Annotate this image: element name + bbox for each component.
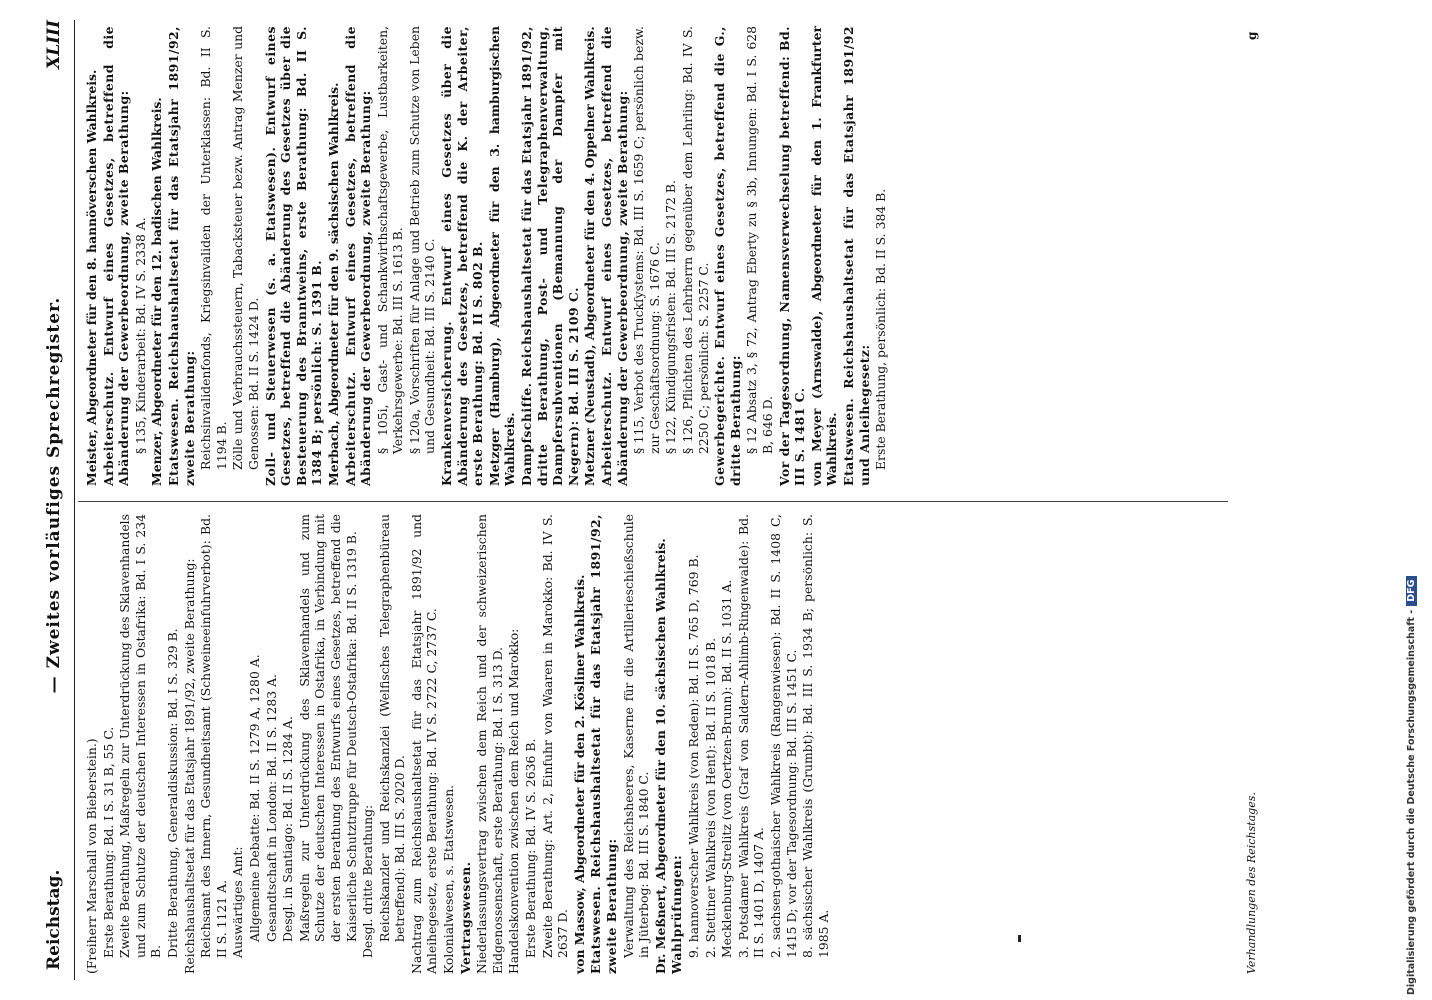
footer-note: Verhandlungen des Reichstages. (1245, 792, 1258, 974)
register-entry: Handelskonvention zwischen dem Reich und Marokko: (506, 628, 522, 974)
register-entry: Dr. Meßnert, Abgeordneter für den 10. sächsischen Wahlkreis. (652, 538, 668, 974)
register-entry: Maßregeln zur Unterdrückung des Sklavenhandels und zum Schutze der deutschen Interessen in Ostafrika, in Verbindung mit der ersten Berathung des Entwurfs eines Gesetzes, betreffend die Kaiserliche Schutztruppe für Deutsch-Ostafrika: Bd. II S. 1319 B. (296, 514, 359, 942)
register-entry: Dritte Berathung, Generaldiskussion: Bd. I S. 329 B. (164, 628, 180, 958)
register-entry: Metzger (Hamburg), Abgeordneter für den 3. hamburgischen Wahlkreis. (486, 26, 518, 486)
register-entry: Arbeiterschutz. Entwurf eines Gesetzes, betreffend die Abänderung der Gewerbeordnung, zweite Berathung: (100, 26, 132, 486)
register-entry: Auswärtiges Amt: (230, 846, 246, 958)
left-column (84, 514, 832, 974)
register-entry: Reichskanzler und Reichskanzlei (Welfisches Telegraphenbüreau betreffend): Bd. III S. 2020 D. (376, 514, 408, 942)
register-entry: § 135, Kinderarbeit: Bd. IV S. 2338 A. (132, 217, 148, 454)
header-rule (74, 20, 75, 980)
register-entry: 3. Potsdamer Wahlkreis (Graf von Saldern-Ahlimb-Ringenwalde): Bd. II S. 1401 D, 1407 A. (735, 514, 767, 958)
register-entry: Metzner (Neustadt), Abgeordneter für den 4. Oppelner Wahlkreis. (582, 26, 598, 486)
catchword: g (1245, 31, 1259, 40)
register-entry: Desgl. dritte Berathung: (360, 804, 376, 958)
right-column (84, 26, 890, 486)
register-entry: Allgemeine Debatte: Bd. II S. 1279 A, 1280 A. (246, 654, 262, 942)
register-entry: Erste Berathung: Bd. I S. 31 B, 55 C. (100, 726, 116, 958)
register-entry: Niederlassungsvertrag zwischen dem Reich und der schweizerischen Eidgenossenschaft, erste Berathung: Bd. I S. 313 D. (474, 514, 505, 974)
register-entry: Zweite Berathung: Art. 2, Einfuhr von Waaren in Marokko: Bd. IV S. 2637 D. (539, 514, 571, 958)
register-entry: 2. Stettiner Wahlkreis (von Hent): Bd. II S. 1018 B. (702, 637, 718, 958)
register-entry: § 115, Verbot des Truckſystems: Bd. III S. 1659 C; persönlich bezw. zur Geschäftsordnung: S. 1676 C. (631, 26, 662, 454)
register-entry: Vertragswesen. (457, 861, 473, 974)
register-entry: von Massow, Abgeordneter für den 2. Kösliner Wahlkreis. (571, 574, 587, 974)
register-entry: Verwaltung des Reichsheeres, Kaserne für die Artillerieschießschule in Jüterbog: Bd. III S. 1840 C. (620, 514, 652, 958)
page-header (44, 20, 72, 970)
register-entry: von Meyer (Arnswalde), Abgeordneter für den 1. Frankfurter Wahlkreis. (808, 26, 840, 486)
credit-text: Digitalisierung gefördert durch die Deutsche Forschungsgemeinschaft - (1406, 609, 1417, 995)
register-entry: § 120a, Vorschriften für Anlage und Betrieb zum Schutze von Leben und Gesundheit: Bd. III S. 2140 C. (406, 25, 438, 454)
dfg-logo-badge: DFG (1406, 576, 1417, 606)
register-entry: Dampfschiffe. Reichshaushaltsetat für das Etatsjahr 1891/92, dritte Berathung, Post- und Telegraphenverwaltung, Dampfersubventionen (Bemannung der Dampfer mit Negern): Bd. III S. 2109 C. (519, 26, 581, 486)
register-entry: Desgl. in Santiago: Bd. II S. 1284 A. (280, 716, 296, 942)
register-entry: Vor der Tagesordnung, Namensverwechselung betreffend: Bd. III S. 1481 C. (776, 26, 808, 486)
scan-mark (1018, 935, 1021, 942)
register-entry: Reichshaushaltsetat für das Etatsjahr 1891/92, zweite Berathung: (181, 558, 197, 974)
register-entry: Wahlprüfungen: (669, 854, 685, 974)
register-entry: Gesandtschaft in London: Bd. II S. 1283 A. (263, 674, 279, 942)
register-entry: Kolonialwesen, s. Etatswesen. (441, 784, 457, 974)
register-entry: Zölle und Verbrauchssteuern, Tabacksteuer bezw. Antrag Menzer und Genossen: Bd. II S. 1424 D. (230, 26, 261, 470)
register-entry: § 105i, Gast- und Schankwirthschaftsgewerbe, Lustbarkeiten, Verkehrsgewerbe: Bd. III S. 1613 B. (374, 26, 406, 454)
register-entry: Arbeiterschutz. Entwurf eines Gesetzes, betreffend die Abänderung der Gewerbeordnung, zweite Berathung: (342, 26, 374, 486)
register-entry: Etatswesen. Reichshaushaltsetat für das Etatsjahr 1891/92, zweite Berathung: (165, 26, 197, 486)
column-divider (78, 501, 1228, 502)
register-entry: Krankenversicherung. Entwurf eines Gesetzes über die Abänderung des Gesetzes, betreffend die K. der Arbeiter, erste Berathung: Bd. II S. 802 B. (439, 26, 486, 486)
register-entry: 9. hannoverscher Wahlkreis (von Reden): Bd. II S. 765 D, 769 B. (685, 554, 701, 958)
register-entry: Merbach, Abgeordneter für den 9. sächsischen Wahlkreis. (325, 82, 341, 486)
header-left-title: Reichstag. (44, 869, 64, 970)
register-entry: Menzer, Abgeordneter für den 12. badischen Wahlkreis. (149, 97, 165, 486)
register-entry: Etatswesen. Reichshaushaltsetat für das Etatsjahr 1891/92 und Anleihegesetz: (840, 26, 872, 486)
page-number: XLIII (44, 20, 64, 69)
register-entry: § 122, Kündigungsfristen: Bd. III S. 2172 B. (663, 180, 679, 454)
register-entry: Etatswesen. Reichshaushaltsetat für das Etatsjahr 1891/92, zweite Berathung: (588, 514, 619, 974)
register-entry: Gewerbegerichte. Entwurf eines Gesetzes, betreffend die G., dritte Berathung: (712, 26, 743, 486)
header-center-title: — Zweites vorläufiges Sprechregister. (44, 296, 64, 694)
register-entry: Arbeiterschutz. Entwurf eines Gesetzes, betreffend die Abänderung der Gewerbeordnung, zweite Berathung: (599, 26, 630, 486)
register-entry: Erste Berathung, persönlich: Bd. II S. 384 B. (873, 188, 889, 470)
register-entry: Meister, Abgeordneter für den 8. hannöverschen Wahlkreis. (84, 69, 99, 486)
register-entry: Nachtrag zum Reichshaushaltsetat für das Etatsjahr 1891/92 und Anleihegesetz, erste Berathung: Bd. IV S. 2722 C, 2737 C. (408, 514, 440, 974)
rotated-register-page (30, 0, 1410, 1000)
register-entry: Reichsinvalidenfonds, Kriegsinvaliden der Unterklassen: Bd. II S. 1194 B. (198, 26, 229, 470)
register-entry: Erste Berathung: Bd. IV S. 2636 B. (523, 738, 539, 958)
register-entry: § 126, Pflichten des Lehrherrn gegenüber dem Lehrling: Bd. IV S. 2250 C; persönlich: S. 2257 C. (679, 26, 711, 454)
register-entry: § 12 Absatz 3, § 72, Antrag Eberty zu § 3b, Innungen: Bd. I S. 628 B, 646 D. (744, 26, 775, 454)
digitization-credit (1406, 15, 1417, 995)
register-entry: Zoll- und Steuerwesen (s. a. Etatswesen). Entwurf eines Gesetzes, betreffend die Abänderung des Gesetzes über die Besteuerung des Branntweins, erste Berathung: Bd. II S. 1384 B; persönlich: S. 1391 B. (262, 26, 325, 486)
register-entry: Mecklenburg-Strelitz (von Oertzen-Brunn): Bd. II S. 1031 A. (719, 579, 735, 958)
register-entry: Zweite Berathung, Maßregeln zur Unterdrückung des Sklavenhandels und zum Schutze der deutschen Interessen in Ostafrika: Bd. I S. 234 B. (117, 514, 164, 958)
register-entry: Reichsamt des Innern, Gesundheitsamt (Schweineeinfuhrverbot): Bd. II S. 1121 A. (198, 514, 229, 958)
register-entry: 8. sächsischer Wahlkreis (Grumbt): Bd. III S. 1934 B; persönlich: S. 1985 A. (800, 514, 831, 958)
register-entry: 2. sachsen-gothaischer Wahlkreis (Rangenwiesen): Bd. II S. 1408 C, 1415 D; vor der Tagesordnung: Bd. III S. 1451 C. (767, 514, 799, 958)
register-entry: (Freiherr Marschall von Bieberstein.) (84, 738, 99, 974)
